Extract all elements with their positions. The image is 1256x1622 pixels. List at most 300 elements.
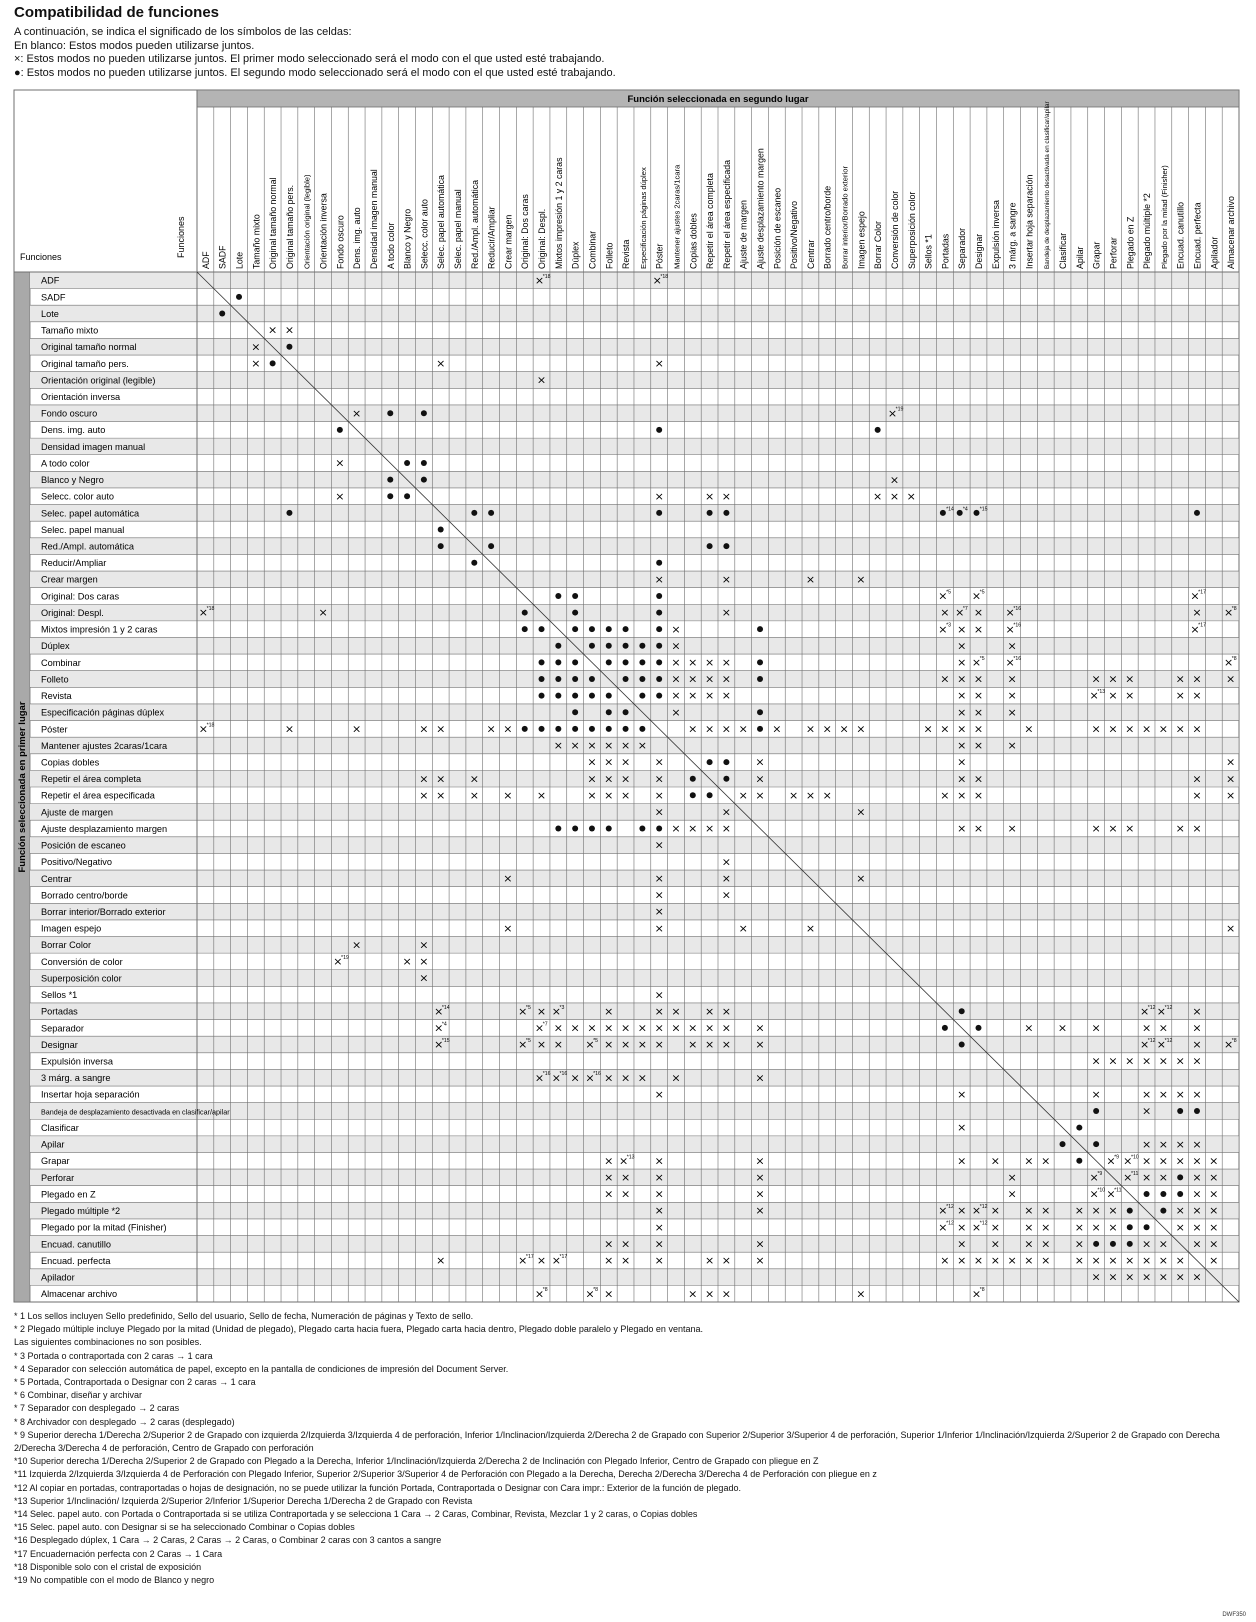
incompatible-first-mark: × — [688, 822, 698, 836]
incompatible-first-mark: × — [654, 1237, 664, 1251]
incompatible-first-mark: × — [1125, 822, 1135, 836]
incompatible-first-mark: × — [620, 739, 631, 753]
incompatible-first-mark: × — [738, 921, 748, 935]
incompatible-second-mark — [589, 826, 595, 832]
figure-id: DWF350 — [1222, 1612, 1246, 1618]
incompatible-first-mark: × — [436, 722, 446, 736]
incompatible-first-mark: × — [856, 572, 866, 586]
incompatible-first-mark: × — [352, 406, 362, 420]
incompatible-first-mark: × — [721, 1287, 732, 1301]
incompatible-second-mark — [639, 826, 645, 832]
incompatible-second-mark — [757, 626, 763, 632]
incompatible-first-mark: × — [957, 1237, 967, 1251]
incompatible-first-mark: × — [1007, 1254, 1017, 1268]
incompatible-second-mark — [940, 510, 946, 516]
incompatible-first-mark: × — [604, 1171, 614, 1185]
column-label: Especificación páginas dúplex — [638, 167, 648, 269]
row-label: Repetir el área especificada — [41, 790, 155, 801]
legend-blank-meaning: En blanco: Estos modos pueden utilizarse juntos. — [14, 39, 255, 52]
incompatible-first-mark: × — [469, 788, 479, 802]
incompatible-first-mark: × — [1139, 1038, 1150, 1052]
incompatible-first-mark: × — [419, 788, 429, 802]
cell-footnote-ref: *8 — [1231, 1038, 1237, 1044]
incompatible-first-mark: × — [671, 822, 681, 836]
row-stripe — [30, 637, 1239, 654]
incompatible-first-mark: × — [1007, 1171, 1017, 1185]
incompatible-second-mark — [957, 510, 963, 516]
incompatible-first-mark: × — [957, 656, 967, 670]
incompatible-second-mark — [606, 659, 612, 665]
incompatible-first-mark: × — [1141, 1270, 1152, 1284]
incompatible-first-mark: × — [805, 722, 816, 736]
incompatible-first-mark: × — [469, 772, 479, 786]
incompatible-first-mark: × — [688, 656, 698, 670]
row-label: Mantener ajustes 2caras/1cara — [41, 740, 168, 751]
incompatible-first-mark: × — [906, 489, 916, 503]
incompatible-second-mark — [572, 709, 578, 715]
cell-footnote-ref: *16 — [1013, 655, 1022, 662]
incompatible-first-mark: × — [1141, 1254, 1152, 1268]
incompatible-first-mark: × — [1108, 1204, 1118, 1218]
incompatible-first-mark: × — [419, 955, 429, 969]
incompatible-second-mark — [488, 510, 494, 516]
incompatible-second-mark — [1110, 1241, 1116, 1247]
incompatible-first-mark: × — [284, 722, 295, 736]
incompatible-first-mark: × — [1175, 672, 1185, 686]
column-label: Positivo/Negativo — [789, 201, 800, 269]
incompatible-second-mark — [286, 510, 292, 516]
footnotes — [14, 1310, 1239, 1587]
incompatible-first-mark: × — [957, 672, 967, 686]
incompatible-first-mark: × — [721, 606, 732, 620]
incompatible-first-mark: × — [1091, 672, 1101, 686]
incompatible-first-mark: × — [1141, 1021, 1152, 1035]
row-label: Selec. papel automática — [41, 508, 140, 519]
incompatible-second-mark — [555, 643, 561, 649]
incompatible-first-mark: × — [1223, 656, 1234, 670]
row-label: Original tamaño pers. — [41, 358, 129, 369]
incompatible-first-mark: × — [1007, 639, 1017, 653]
incompatible-first-mark: × — [1089, 689, 1099, 703]
incompatible-second-mark — [1194, 510, 1200, 516]
cell-footnote-ref: *5 — [593, 1038, 599, 1044]
row-label: Grapar — [41, 1156, 70, 1167]
incompatible-first-mark: × — [873, 489, 883, 503]
row-label: Original: Dos caras — [41, 591, 120, 602]
incompatible-first-mark: × — [654, 788, 664, 802]
cell-footnote-ref: *19 — [341, 954, 349, 961]
incompatible-first-mark: × — [654, 1171, 664, 1185]
incompatible-first-mark: × — [1024, 722, 1034, 736]
incompatible-first-mark: × — [585, 1038, 595, 1052]
incompatible-first-mark: × — [604, 739, 614, 753]
incompatible-first-mark: × — [654, 1038, 664, 1052]
incompatible-first-mark: × — [957, 1254, 967, 1268]
incompatible-first-mark: × — [955, 606, 965, 620]
incompatible-first-mark: × — [587, 1021, 597, 1035]
footnote: *19 No compatible con el modo de Blanco y negro — [14, 1575, 215, 1586]
incompatible-second-mark — [589, 626, 595, 632]
incompatible-first-mark: × — [940, 606, 950, 620]
incompatible-first-mark: × — [973, 739, 984, 753]
incompatible-first-mark: × — [973, 788, 984, 802]
cell-footnote-ref: *18 — [206, 606, 215, 613]
incompatible-first-mark: × — [553, 1038, 563, 1052]
footnote: * 9 Superior derecha 1/Derecha 2/Superior 2 de Grapado con izquierda 2/Izquierda 3/Izquierda 4 de perforación, Inferior 1/Inclinacion/Izquierda 2/Derecha 2 de Grapado con Superior 2/Superior 3/Superior 4 de perforación, Superior 1/Inferior 1/Inclinación/Izquierda 2/Superior 2 de Grapado con Derecha 2/Derecha 3/Derecha 4 de perforación, Centro de Grapado con perforación — [14, 1429, 1220, 1454]
incompatible-first-mark: × — [1141, 1154, 1152, 1168]
row-stripe — [30, 571, 1239, 588]
incompatible-first-mark: × — [721, 1038, 732, 1052]
incompatible-first-mark: × — [503, 921, 513, 935]
cell-footnote-ref: *17 — [525, 1253, 534, 1260]
cell-footnote-ref: *18 — [206, 722, 215, 729]
row-label: Densidad imagen manual — [41, 441, 146, 452]
incompatible-first-mark: × — [570, 739, 580, 753]
incompatible-first-mark: × — [536, 1254, 547, 1268]
footnote: * 5 Portada, Contraportada o Designar con 2 caras → 1 cara — [14, 1377, 256, 1388]
incompatible-first-mark: × — [352, 722, 362, 736]
incompatible-first-mark: × — [503, 788, 513, 802]
incompatible-second-mark — [555, 593, 561, 599]
first-selection-header: Función seleccionada en primer lugar — [17, 701, 28, 873]
row-stripe — [30, 1202, 1239, 1219]
cell-footnote-ref: *5 — [979, 655, 985, 662]
row-label: Almacenar archivo — [41, 1289, 118, 1300]
incompatible-first-mark: × — [1158, 1254, 1168, 1268]
column-label: 3 márg. a sangre — [1007, 202, 1018, 269]
incompatible-first-mark: × — [688, 722, 698, 736]
incompatible-first-mark: × — [755, 755, 765, 769]
column-label: Separador — [957, 227, 968, 269]
incompatible-second-mark — [623, 643, 629, 649]
row-label: 3 márg. a sangre — [41, 1073, 111, 1084]
cell-footnote-ref: *8 — [542, 1287, 548, 1294]
row-label: Crear margen — [41, 574, 98, 585]
row-label: Plegado en Z — [41, 1189, 96, 1200]
incompatible-first-mark: × — [1192, 1154, 1202, 1168]
incompatible-first-mark: × — [654, 988, 664, 1002]
incompatible-second-mark — [606, 693, 612, 699]
incompatible-first-mark: × — [1108, 1054, 1118, 1068]
footnote: Las siguientes combinaciones no son posibles. — [14, 1337, 202, 1348]
row-label: Dens. img. auto — [41, 425, 106, 436]
incompatible-first-mark: × — [518, 1004, 528, 1018]
incompatible-second-mark — [1076, 1158, 1082, 1164]
incompatible-first-mark: × — [1190, 622, 1200, 636]
incompatible-first-mark: × — [620, 1187, 631, 1201]
cell-footnote-ref: *18 — [542, 273, 551, 280]
incompatible-second-mark — [1127, 1208, 1133, 1214]
row-stripe — [30, 505, 1239, 522]
incompatible-first-mark: × — [1192, 689, 1202, 703]
cell-footnote-ref: *10 — [1130, 1154, 1139, 1161]
incompatible-second-mark — [623, 726, 629, 732]
incompatible-first-mark: × — [268, 323, 278, 337]
incompatible-first-mark: × — [971, 589, 982, 603]
incompatible-first-mark: × — [536, 1038, 547, 1052]
column-label: Plegado por la mitad (Finisher) — [1159, 165, 1169, 269]
incompatible-second-mark — [572, 676, 578, 682]
incompatible-second-mark — [656, 427, 662, 433]
incompatible-first-mark: × — [671, 705, 681, 719]
legend-line: A continuación, se indica el significado de los símbolos de las celdas: — [14, 26, 352, 38]
column-label: Borrar Color — [873, 221, 884, 269]
incompatible-second-mark — [1144, 1224, 1150, 1230]
row-stripe — [30, 1036, 1239, 1053]
incompatible-first-mark: × — [1192, 672, 1202, 686]
incompatible-first-mark: × — [1158, 1154, 1168, 1168]
column-label: Clasificar — [1058, 232, 1069, 269]
incompatible-first-mark: × — [1024, 1021, 1034, 1035]
incompatible-first-mark: × — [654, 755, 664, 769]
incompatible-first-mark: × — [1108, 689, 1118, 703]
cell-footnote-ref: *7 — [962, 606, 968, 613]
incompatible-first-mark: × — [704, 1254, 715, 1268]
incompatible-first-mark: × — [889, 473, 900, 487]
incompatible-first-mark: × — [990, 1220, 1000, 1234]
column-label: Selec. papel manual — [453, 189, 463, 269]
incompatible-first-mark: × — [1225, 788, 1236, 802]
incompatible-first-mark: × — [251, 340, 261, 354]
incompatible-first-mark: × — [587, 788, 597, 802]
incompatible-first-mark: × — [1223, 1038, 1234, 1052]
incompatible-first-mark: × — [971, 1220, 982, 1234]
row-stripe — [30, 372, 1239, 389]
incompatible-first-mark: × — [1175, 1204, 1185, 1218]
incompatible-first-mark: × — [654, 1204, 664, 1218]
incompatible-second-mark — [572, 659, 578, 665]
footnote: * 7 Separador con desplegado → 2 caras — [14, 1403, 180, 1414]
incompatible-second-mark — [1160, 1191, 1166, 1197]
incompatible-first-mark: × — [318, 606, 328, 620]
row-label: Revista — [41, 691, 72, 702]
incompatible-first-mark: × — [755, 1237, 765, 1251]
incompatible-second-mark — [421, 460, 427, 466]
incompatible-first-mark: × — [1091, 1204, 1101, 1218]
incompatible-first-mark: × — [1125, 1054, 1135, 1068]
incompatible-second-mark — [589, 726, 595, 732]
cell-footnote-ref: *16 — [559, 1071, 568, 1078]
incompatible-first-mark: × — [1192, 1021, 1202, 1035]
incompatible-first-mark: × — [1074, 1220, 1084, 1234]
incompatible-first-mark: × — [1005, 622, 1015, 636]
row-label: Ajuste desplazamiento margen — [41, 823, 168, 834]
incompatible-second-mark — [639, 726, 645, 732]
incompatible-second-mark — [1093, 1108, 1099, 1114]
incompatible-first-mark: × — [856, 871, 866, 885]
row-label: Póster — [41, 724, 68, 735]
row-stripe — [30, 438, 1239, 455]
incompatible-first-mark: × — [1209, 1171, 1219, 1185]
column-label: Original: Dos caras — [520, 194, 531, 269]
column-label: Perforar — [1108, 237, 1119, 269]
cell-footnote-ref: *4 — [962, 506, 968, 513]
cell-footnote-ref: *17 — [1198, 622, 1206, 629]
incompatible-first-mark: × — [1041, 1254, 1051, 1268]
row-label: Clasificar — [41, 1122, 79, 1133]
incompatible-first-mark: × — [1158, 1237, 1168, 1251]
incompatible-first-mark: × — [721, 888, 732, 902]
incompatible-first-mark: × — [654, 1021, 664, 1035]
incompatible-second-mark — [555, 659, 561, 665]
incompatible-first-mark: × — [1192, 606, 1202, 620]
incompatible-first-mark: × — [553, 1021, 563, 1035]
column-label: Apilar — [1074, 246, 1085, 269]
incompatible-first-mark: × — [704, 1021, 715, 1035]
incompatible-first-mark: × — [620, 1254, 631, 1268]
row-label: Encuad. canutillo — [41, 1239, 111, 1250]
incompatible-first-mark: × — [971, 656, 982, 670]
incompatible-first-mark: × — [1074, 1204, 1084, 1218]
incompatible-first-mark: × — [1225, 755, 1236, 769]
incompatible-first-mark: × — [604, 755, 614, 769]
row-stripe — [30, 770, 1239, 787]
row-stripe — [30, 937, 1239, 954]
incompatible-first-mark: × — [1192, 788, 1202, 802]
footnote: *10 Superior derecha 1/Derecha 2/Superior 2 de Grapado con Plegado a la Derecha, Inferior 1/Inclinación/Izquierda 2/Derecha 2 de Inclinación con Plegado Inferior, Centro de Grapado con pliegue en Z — [14, 1456, 819, 1467]
incompatible-second-mark — [387, 477, 393, 483]
incompatible-first-mark: × — [518, 1038, 528, 1052]
incompatible-first-mark: × — [1175, 722, 1185, 736]
incompatible-second-mark — [522, 626, 528, 632]
incompatible-second-mark — [337, 427, 343, 433]
column-label: Reducir/Ampliar — [486, 206, 497, 269]
cell-footnote-ref: *12 — [979, 1204, 988, 1211]
row-stripe — [30, 305, 1239, 322]
legend-dot-meaning: ●: Estos modos no pueden utilizarse juntos. El segundo modo seleccionado será el modo con el que usted esté trabajando. — [14, 66, 616, 79]
incompatible-first-mark: × — [704, 722, 715, 736]
incompatible-second-mark — [572, 593, 578, 599]
incompatible-second-mark — [757, 709, 763, 715]
incompatible-first-mark: × — [585, 1071, 595, 1085]
column-label: Red./Ampl. automática — [469, 180, 480, 269]
row-stripe — [30, 1169, 1239, 1186]
cell-footnote-ref: *5 — [946, 589, 951, 596]
incompatible-first-mark: × — [721, 722, 732, 736]
incompatible-first-mark: × — [957, 639, 967, 653]
incompatible-first-mark: × — [973, 722, 984, 736]
row-stripe — [30, 837, 1239, 854]
incompatible-second-mark — [639, 643, 645, 649]
incompatible-first-mark: × — [1091, 1021, 1101, 1035]
incompatible-first-mark: × — [436, 1254, 446, 1268]
incompatible-first-mark: × — [805, 921, 816, 935]
incompatible-first-mark: × — [755, 1171, 765, 1185]
incompatible-first-mark: × — [1192, 1270, 1202, 1284]
incompatible-first-mark: × — [553, 739, 563, 753]
incompatible-first-mark: × — [704, 672, 715, 686]
incompatible-second-mark — [1060, 1141, 1066, 1147]
cell-footnote-ref: *5 — [979, 589, 985, 596]
incompatible-first-mark: × — [1108, 722, 1118, 736]
incompatible-first-mark: × — [419, 971, 429, 985]
incompatible-first-mark: × — [654, 905, 664, 919]
incompatible-second-mark — [606, 643, 612, 649]
incompatible-first-mark: × — [1141, 1104, 1152, 1118]
incompatible-first-mark: × — [637, 1021, 647, 1035]
incompatible-second-mark — [656, 643, 662, 649]
incompatible-first-mark: × — [1141, 722, 1152, 736]
incompatible-first-mark: × — [755, 788, 765, 802]
row-label: Dúplex — [41, 641, 70, 652]
incompatible-first-mark: × — [434, 1021, 444, 1035]
incompatible-first-mark: × — [688, 1021, 698, 1035]
incompatible-first-mark: × — [551, 1071, 561, 1085]
incompatible-second-mark — [522, 726, 528, 732]
incompatible-first-mark: × — [990, 1254, 1000, 1268]
row-label: Combinar — [41, 657, 81, 668]
incompatible-second-mark — [572, 726, 578, 732]
incompatible-first-mark: × — [1158, 1171, 1168, 1185]
incompatible-first-mark: × — [620, 1038, 631, 1052]
incompatible-first-mark: × — [671, 689, 681, 703]
incompatible-second-mark — [488, 543, 494, 549]
row-label: Separador — [41, 1023, 84, 1034]
incompatible-first-mark: × — [755, 1071, 765, 1085]
incompatible-second-mark — [1160, 1208, 1166, 1214]
incompatible-first-mark: × — [654, 1154, 664, 1168]
incompatible-first-mark: × — [721, 1254, 732, 1268]
cell-footnote-ref: *13 — [1097, 689, 1106, 696]
cell-footnote-ref: *11 — [1114, 1187, 1122, 1194]
incompatible-first-mark: × — [856, 1287, 866, 1301]
incompatible-second-mark — [1076, 1125, 1082, 1131]
incompatible-first-mark: × — [738, 788, 748, 802]
incompatible-first-mark: × — [755, 1204, 765, 1218]
incompatible-first-mark: × — [721, 1021, 732, 1035]
incompatible-first-mark: × — [1108, 672, 1118, 686]
row-stripe — [30, 737, 1239, 754]
row-label: Orientación inversa — [41, 391, 121, 402]
incompatible-first-mark: × — [1074, 1254, 1084, 1268]
incompatible-first-mark: × — [971, 1204, 982, 1218]
incompatible-second-mark — [606, 626, 612, 632]
incompatible-first-mark: × — [1158, 1087, 1168, 1101]
incompatible-first-mark: × — [1108, 822, 1118, 836]
incompatible-second-mark — [404, 493, 410, 499]
incompatible-first-mark: × — [604, 1154, 614, 1168]
incompatible-first-mark: × — [1209, 1154, 1219, 1168]
cell-footnote-ref: *4 — [441, 1021, 447, 1028]
incompatible-first-mark: × — [1125, 722, 1135, 736]
cell-footnote-ref: *14 — [946, 506, 954, 513]
incompatible-second-mark — [757, 726, 763, 732]
incompatible-second-mark — [707, 510, 713, 516]
column-label: Ajuste de margen — [738, 200, 749, 269]
footnote: * 4 Separador con selección automática de papel, excepto en la pantalla de condiciones de impresión del Document Server. — [14, 1363, 509, 1374]
incompatible-first-mark: × — [1141, 1237, 1152, 1251]
incompatible-first-mark: × — [587, 739, 597, 753]
incompatible-first-mark: × — [973, 822, 984, 836]
row-label: Plegado por la mitad (Finisher) — [41, 1222, 167, 1233]
incompatible-first-mark: × — [1141, 1054, 1152, 1068]
incompatible-second-mark — [471, 510, 477, 516]
incompatible-first-mark: × — [1007, 672, 1017, 686]
incompatible-second-mark — [1127, 1241, 1133, 1247]
column-label: Encuad. canutillo — [1175, 202, 1186, 269]
incompatible-first-mark: × — [772, 722, 782, 736]
row-label: Insertar hoja separación — [41, 1089, 140, 1100]
incompatible-first-mark: × — [671, 639, 681, 653]
incompatible-first-mark: × — [1175, 1054, 1185, 1068]
row-stripe — [30, 1236, 1239, 1253]
incompatible-first-mark: × — [620, 788, 631, 802]
incompatible-first-mark: × — [1041, 1154, 1051, 1168]
column-label: Borrado centro/borde — [822, 185, 833, 269]
incompatible-first-mark: × — [704, 822, 715, 836]
incompatible-first-mark: × — [957, 622, 967, 636]
column-label: Original tamaño normal — [268, 177, 279, 269]
